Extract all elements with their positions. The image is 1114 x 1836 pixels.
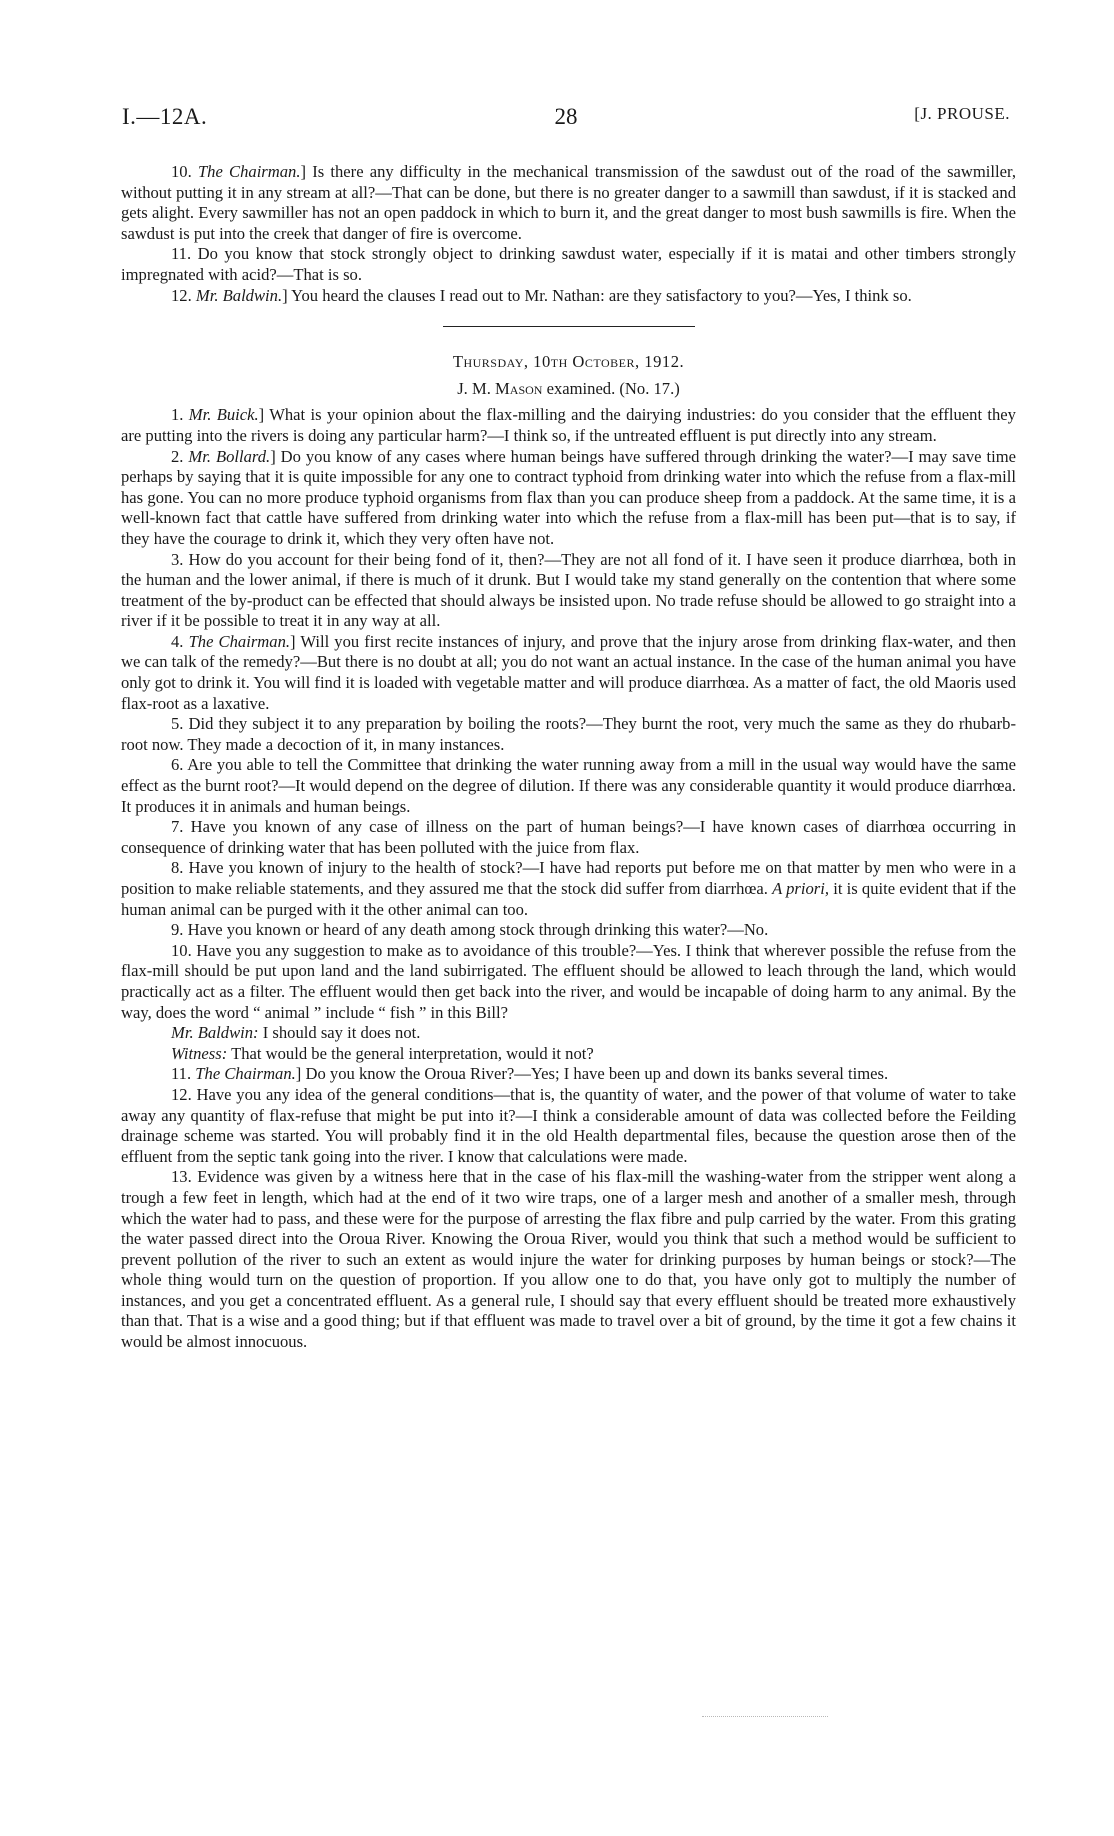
document-reference: I.—12A. bbox=[122, 104, 208, 129]
paragraph: 9. Have you known or heard of any death among stock through drinking this water?—No. bbox=[171, 920, 769, 940]
paragraph: 12. Mr. Baldwin.] You heard the clauses I read out to Mr. Nathan: are they satisfactory to you?—Yes, I think so. bbox=[171, 285, 912, 305]
paragraph: Witness: That would be the general interpretation, would it not? bbox=[171, 1043, 594, 1063]
section-divider bbox=[443, 326, 695, 327]
paragraph: 10. Have you any suggestion to make as to avoidance of this trouble?—Yes. I think that wherever possible the refuse from the flax-mill should be put upon land and the land subirrigated. The effluent should be allowed to leach through the land, which would practically act as a filter. The effluent would then get back into the river, and would be incapable of doing harm to any animal. By the way, does the word “ animal ” include “ fish ” in this Bill? bbox=[121, 940, 1016, 1022]
session-date: Thursday, 10th October, 1912. bbox=[452, 352, 685, 372]
paragraph: 3. How do you account for their being fond of it, then?—They are not all fond of it. I have seen it produce diarrhœa, both in the human and the lower animal, if there is much of it drunk. But I would take my stand generally on the contention that where some treatment of the by-product can be effected that should always be insisted upon. No trade refuse should be allowed to go straight into a river if it be possible to treat it in any way at all. bbox=[121, 549, 1016, 631]
paragraph: Mr. Baldwin: I should say it does not. bbox=[171, 1023, 421, 1043]
paragraph: 11. The Chairman.] Do you know the Oroua River?—Yes; I have been up and down its banks several times. bbox=[171, 1064, 889, 1084]
paragraph: 11. Do you know that stock strongly object to drinking sawdust water, especially if it is matai and other timbers strongly impregnated with acid?—That is so. bbox=[121, 244, 1016, 284]
paragraph: 2. Mr. Bollard.] Do you know of any cases where human beings have suffered through drinking the water?—I may save time perhaps by saying that it is quite impossible for any one to contract typhoid from drinking water into which the refuse from a flax-mill has gone. You can no more produce typhoid organisms from flax than you can produce sheep from a paddock. At the same time, it is a well-known fact that cattle have suffered from drinking water into which the refuse from a flax-mill has been put—that is to say, if they have the courage to drink it, which they very often have not. bbox=[121, 446, 1016, 548]
paragraph: 10. The Chairman.] Is there any difficulty in the mechanical transmission of the sawdust out of the road of the sawmiller, without putting it in any stream at all?—That can be done, but there is no greater danger to a sawmill than sawdust, if it is stacked and gets alight. Every sawmiller has not an open paddock in which to burn it, and the great danger to most bush sawmills is fire. When the sawdust is put into the creek that danger of fire is overcome. bbox=[121, 162, 1017, 243]
page-number: 28 bbox=[554, 104, 578, 129]
speaker: Mr. Baldwin. bbox=[195, 285, 283, 305]
speaker: The Chairman. bbox=[188, 631, 291, 651]
speaker: The Chairman. bbox=[195, 1064, 296, 1084]
paragraph: 7. Have you known of any case of illness on the part of human beings?—I have known cases of diarrhœa occurring in consequence of drinking water that has been polluted with the juice from flax. bbox=[121, 817, 1016, 857]
paragraph: 12. Have you any idea of the general conditions—that is, the quantity of water, and the power of that volume of water to take away any quantity of flax-refuse that might be put into it?—I think a considerable amount of data was collected before the Feilding drainage scheme was started. You will probably find it in the old Health departmental files, because the question arose then of the effluent from the septic tank going into the river. I know that calculations were made. bbox=[121, 1084, 1016, 1166]
speaker: The Chairman. bbox=[197, 162, 301, 181]
paragraph: 8. Have you known of injury to the health of stock?—I have had reports put before me on that matter by men who were in a position to make reliable statements, and they assured me that the stock did suffer from diarrhœa. A priori, it is quite evident that if the human animal can be purged with it the other animal can too. bbox=[121, 858, 1016, 919]
speaker: Witness: bbox=[171, 1043, 228, 1063]
speaker: Mr. Bollard. bbox=[188, 446, 271, 466]
faint-mark bbox=[702, 1716, 828, 1717]
witness-name: J. M. Mason bbox=[457, 378, 543, 398]
paragraph: 4. The Chairman.] Will you first recite instances of injury, and prove that the injury arose from drinking flax-water, and then we can talk of the remedy?—But there is no doubt at all; you do not want an actual instance. In the case of the human animal you have only got to drink it. You will find it is loaded with vegetable matter and will produce diarrhœa. As a matter of fact, the old Maoris used flax-root as a laxative. bbox=[121, 631, 1016, 713]
latin-phrase: A priori, bbox=[772, 879, 830, 898]
paragraph: 13. Evidence was given by a witness here that in the case of his flax-mill the washing-water from the stripper went along a trough a few feet in length, which had at the end of it two wire traps, one of a larger mesh and another of a smaller mesh, through which the water had to pass, and these were for the purpose of arresting the flax fibre and pulp carried by the water. From this grating the water passed direct into the Oroua River. Knowing the Oroua River, would you think that such a method would be sufficient to prevent pollution of the river to such an extent as would injure the water for drinking purposes by human beings or stock?—The whole thing would turn on the question of proportion. If you allow one to do that, you have only got to multiply the number of instances, and you get a concentrated effluent. As a general rule, I should say that every effluent should be treated more exhaustively than that. That is a wise and a good thing; but if that effluent was made to travel over a bit of ground, by the time it got a few chains it would be almost innocuous. bbox=[121, 1167, 1016, 1352]
paragraph: 1. Mr. Buick.] What is your opinion about the flax-milling and the dairying industries: do you consider that the effluent they are putting into the rivers is doing any particular harm?—I think so, if the untreated effluent is put directly into any stream. bbox=[121, 405, 1016, 445]
page-body bbox=[121, 162, 1016, 1353]
witness-heading: J. M. Mason examined. (No. 17.) bbox=[457, 378, 680, 398]
paragraph: 5. Did they subject it to any preparation by boiling the roots?—They burnt the root, very much the same as they do rhubarb-root now. They made a decoction of it, in many instances. bbox=[121, 714, 1016, 754]
witness-header: [J. PROUSE. bbox=[914, 104, 1010, 123]
speaker: Mr. Buick. bbox=[188, 405, 259, 425]
page-header bbox=[122, 104, 1010, 138]
speaker: Mr. Baldwin: bbox=[171, 1023, 259, 1043]
paragraph: 6. Are you able to tell the Committee that drinking the water running away from a mill in the usual way would have the same effect as the burnt root?—It would depend on the degree of dilution. If there was any considerable quantity it would produce diarrhœa. It produces it in animals and human beings. bbox=[121, 755, 1016, 816]
